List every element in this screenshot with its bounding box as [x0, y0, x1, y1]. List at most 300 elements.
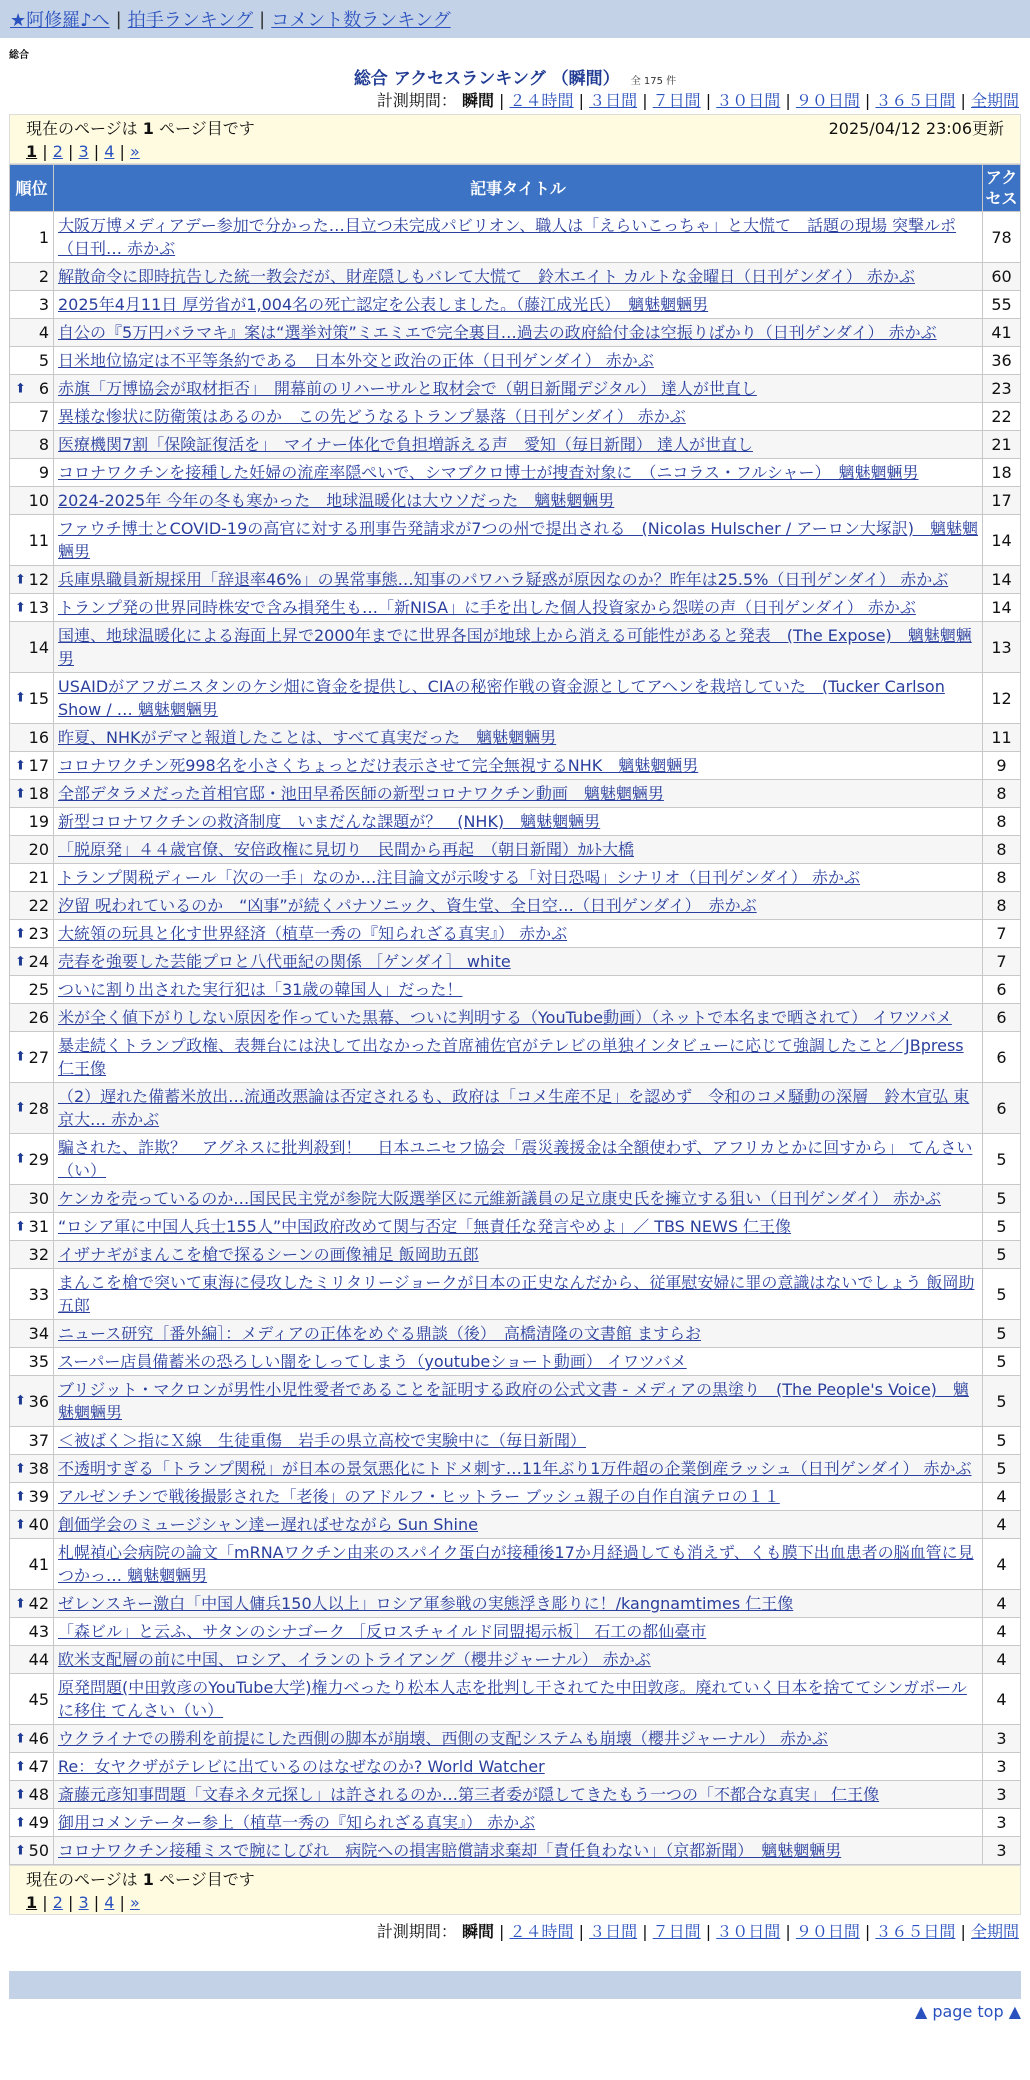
- article-link[interactable]: アルゼンチンで戦後撮影された「老後」のアドルフ・ヒットラー ブッシュ親子の自作自演テロの１１: [58, 1487, 780, 1506]
- rank-number: 6: [38, 379, 49, 398]
- article-link[interactable]: ＜被ばく＞指にＸ線 生徒重傷 岩手の県立高校で実験中に（毎日新聞）: [58, 1431, 587, 1450]
- footer-bar: [9, 1971, 1021, 1999]
- rank-cell: [10, 319, 54, 347]
- count-header: アクセス: [983, 165, 1021, 212]
- rank-number: 32: [28, 1245, 49, 1264]
- rank-cell: [10, 1539, 54, 1590]
- table-row: [10, 1590, 1021, 1618]
- article-link[interactable]: イザナギがまんこを槍で探るシーンの画像補足 飯岡助五郎: [58, 1245, 479, 1264]
- article-link[interactable]: トランプ関税ディール「次の一手」なのか…注目論文が示唆する「対日恐喝」シナリオ（日刊ゲンダイ） 赤かぶ: [58, 868, 861, 887]
- article-link[interactable]: ゼレンスキー激白「中国人傭兵150人以上」ロシア軍参戦の実態浮き彫りに！/kangnamtimes 仁王像: [58, 1594, 794, 1613]
- page-link-3[interactable]: 3: [78, 142, 89, 161]
- article-link[interactable]: 汐留 呪われているのか “凶事”が続くパナソニック、資生堂、全日空…（日刊ゲンダイ） 赤かぶ: [58, 896, 757, 915]
- rank-number: 29: [28, 1149, 49, 1169]
- access-count: 22: [983, 403, 1021, 431]
- article-link[interactable]: 兵庫県職員新規採用「辞退率46%」の異常事態…知事のパワハラ疑惑が原因なのか？昨年は25.5%（日刊ゲンダイ） 赤かぶ: [58, 570, 949, 589]
- period-90d[interactable]: ９０日間: [795, 91, 860, 110]
- title-cell: [54, 808, 983, 836]
- table-row: [10, 459, 1021, 487]
- title-cell: [54, 403, 983, 431]
- period-3d[interactable]: ３日間: [589, 91, 638, 110]
- title-cell: [54, 1320, 983, 1348]
- rank-up-arrow-icon: ⬆: [15, 381, 26, 396]
- rank-number: 30: [28, 1189, 49, 1208]
- title-cell: [54, 1032, 983, 1083]
- rank-cell: [10, 459, 54, 487]
- title-cell: [54, 780, 983, 808]
- rank-number: 43: [28, 1622, 49, 1641]
- rank-cell: [10, 808, 54, 836]
- access-count: 60: [983, 263, 1021, 291]
- access-count: 7: [983, 920, 1021, 948]
- article-link[interactable]: 新型コロナワクチンの救済制度 いまだんな課題が？ (NHK) 魑魅魍魎男: [58, 812, 601, 831]
- article-link[interactable]: トランプ発の世界同時株安で含み損発生も…「新NISA」に手を出した個人投資家から怨嗟の声（日刊ゲンダイ） 赤かぶ: [58, 598, 916, 617]
- title-cell: [54, 1427, 983, 1455]
- article-link[interactable]: 医療機関7割「保険証復活を」 マイナー体化で負担増訴える声 愛知（毎日新聞） 達人が世直し: [58, 435, 753, 454]
- access-count: 8: [983, 836, 1021, 864]
- rank-up-arrow-icon: ⬆: [15, 1049, 26, 1065]
- table-row: [10, 403, 1021, 431]
- title-cell: [54, 1725, 983, 1753]
- rank-number: 46: [28, 1729, 49, 1748]
- rank-cell: [10, 1185, 54, 1213]
- rank-number: 47: [28, 1757, 49, 1776]
- article-link[interactable]: ついに割り出された実行犯は「31歳の韓国人」だった！: [58, 980, 463, 999]
- article-link[interactable]: 自公の『5万円バラマキ』案は“選挙対策”ミエミエで完全裏目…過去の政府給付金は空振りばかり（日刊ゲンダイ） 赤かぶ: [58, 323, 937, 342]
- rank-number: 12: [28, 570, 49, 589]
- period-30d[interactable]: ３０日間: [716, 91, 781, 110]
- rank-number: 37: [28, 1431, 49, 1450]
- article-link[interactable]: まんこを槍で突いて東海に侵攻したミリタリージョークが日本の正史なんだから、従軍慰安婦に罪の意識はないでしょう 飯岡助五郎: [58, 1273, 975, 1315]
- table-row: [10, 319, 1021, 347]
- article-link[interactable]: （2）遅れた備蓄米放出…流通改悪論は否定されるも、政府は「コメ生産不足」を認めず 令和のコメ騒動の深層 鈴木宣弘 東京大… 赤かぶ: [58, 1087, 970, 1129]
- rank-cell: [10, 1455, 54, 1483]
- title-cell: [54, 1809, 983, 1837]
- article-link[interactable]: ケンカを売っているのか…国民民主党が参院大阪選挙区に元維新議員の足立康史氏を擁立する狙い（日刊ゲンダイ） 赤かぶ: [58, 1189, 942, 1208]
- table-row: [10, 1725, 1021, 1753]
- rank-number: 1: [38, 227, 49, 247]
- table-row: [10, 1269, 1021, 1320]
- title-cell: [54, 948, 983, 976]
- access-count: 5: [983, 1269, 1021, 1320]
- title-cell: [54, 622, 983, 673]
- rank-up-arrow-icon: ⬆: [15, 1759, 26, 1774]
- table-row: [10, 1241, 1021, 1269]
- page-link-1: 1: [26, 142, 38, 161]
- access-count: 5: [983, 1134, 1021, 1185]
- rank-cell: [10, 263, 54, 291]
- table-row: [10, 780, 1021, 808]
- rank-cell: [10, 1269, 54, 1320]
- table-row: [10, 566, 1021, 594]
- table-row: [10, 1809, 1021, 1837]
- table-row: [10, 1376, 1021, 1427]
- rank-number: 48: [28, 1785, 49, 1804]
- article-link[interactable]: 解散命令に即時抗告した統一教会だが、財産隠しもバレて大慌て 鈴木エイト カルトな金曜日（日刊ゲンダイ） 赤かぶ: [58, 267, 915, 286]
- rank-number: 50: [28, 1841, 49, 1860]
- access-count: 21: [983, 431, 1021, 459]
- rank-cell: [10, 403, 54, 431]
- table-row: [10, 1427, 1021, 1455]
- rank-number: 2: [38, 267, 49, 286]
- article-link[interactable]: Re：女ヤクザがテレビに出ているのはなぜなのか? World Watcher: [58, 1757, 545, 1776]
- rank-number: 25: [28, 980, 49, 999]
- table-row: [10, 212, 1021, 263]
- rank-cell: [10, 1241, 54, 1269]
- title-cell: [54, 487, 983, 515]
- rank-number: 45: [28, 1689, 49, 1709]
- table-row: [10, 375, 1021, 403]
- article-link[interactable]: USAIDがアフガニスタンのケシ畑に資金を提供し、CIAの秘密作戦の資金源としてアヘンを栽培していた (Tucker Carlson Show / … 魑魅魍魎男: [58, 677, 945, 719]
- rank-cell: [10, 1320, 54, 1348]
- rank-cell: [10, 948, 54, 976]
- period-current: 瞬間: [461, 1922, 494, 1941]
- article-link[interactable]: 赤旗「万博協会が取材拒否」 開幕前のリハーサルと取材会で（朝日新聞デジタル） 達人が世直し: [58, 379, 757, 398]
- rank-number: 28: [28, 1098, 49, 1118]
- title-cell: [54, 319, 983, 347]
- rank-number: 9: [38, 463, 49, 482]
- rank-up-arrow-icon: ⬆: [15, 1596, 26, 1611]
- rank-cell: [10, 1646, 54, 1674]
- access-count: 5: [983, 1455, 1021, 1483]
- title-cell: [54, 1348, 983, 1376]
- article-link[interactable]: 不透明すぎる「トランプ関税」が日本の景気悪化にトドメ刺す…11年ぶり1万件超の企業倒産ラッシュ（日刊ゲンダイ） 赤かぶ: [58, 1459, 972, 1478]
- rank-cell: [10, 1590, 54, 1618]
- rank-cell: [10, 1674, 54, 1725]
- access-count: 5: [983, 1241, 1021, 1269]
- rank-cell: [10, 1618, 54, 1646]
- title-cell: [54, 594, 983, 622]
- access-count: 23: [983, 375, 1021, 403]
- page-link-4[interactable]: 4: [104, 1893, 115, 1912]
- rank-cell: [10, 291, 54, 319]
- title-cell: [54, 1618, 983, 1646]
- access-count: 36: [983, 347, 1021, 375]
- period-current: 瞬間: [461, 91, 494, 110]
- table-row: [10, 1837, 1021, 1865]
- rank-number: 21: [28, 868, 49, 887]
- page-link-1: 1: [26, 1893, 38, 1912]
- table-row: [10, 1511, 1021, 1539]
- rank-up-arrow-icon: ⬆: [15, 1731, 26, 1746]
- period-all[interactable]: 全期間: [970, 1922, 1019, 1941]
- access-count: 4: [983, 1539, 1021, 1590]
- access-count: 3: [983, 1725, 1021, 1753]
- rank-cell: [10, 212, 54, 263]
- article-link[interactable]: “ロシア軍に中国人兵士155人”中国政府改めて関与否定「無責任な発言やめよ」／ TBS NEWS 仁王像: [58, 1217, 792, 1236]
- rank-cell: [10, 1213, 54, 1241]
- rank-cell: [10, 892, 54, 920]
- table-row: [10, 948, 1021, 976]
- article-link[interactable]: 札幌禎心会病院の論文「mRNAワクチン由来のスパイク蛋白が接種後17か月経過しても消えず、くも膜下出血患者の脳血管に見つかっ… 魑魅魍魎男: [58, 1543, 974, 1585]
- rank-up-arrow-icon: ⬆: [15, 690, 26, 706]
- access-count: 18: [983, 459, 1021, 487]
- article-link[interactable]: コロナワクチン接種ミスで腕にしびれ 病院への損害賠償請求棄却「責任負わない」（京都新聞） 魑魅魍魎男: [58, 1841, 842, 1860]
- title-cell: [54, 1590, 983, 1618]
- title-cell: [54, 1134, 983, 1185]
- article-link[interactable]: ブリジット・マクロンが男性小児性愛者であることを証明する政府の公式文書 - メディアの黒塗り (The People's Voice) 魑魅魍魎男: [58, 1380, 969, 1422]
- title-cell: [54, 1004, 983, 1032]
- rank-up-arrow-icon: ⬆: [15, 1489, 26, 1504]
- table-row: [10, 1213, 1021, 1241]
- period-365d[interactable]: ３６５日間: [875, 1922, 956, 1941]
- period-7d[interactable]: ７日間: [652, 91, 701, 110]
- access-count: 55: [983, 291, 1021, 319]
- page-top-link[interactable]: ▲ page top ▲: [914, 2002, 1021, 2021]
- title-cell: [54, 347, 983, 375]
- rank-cell: [10, 1134, 54, 1185]
- table-row: [10, 1646, 1021, 1674]
- article-link[interactable]: 全部デタラメだった首相官邸・池田早希医師の新型コロナワクチン動画 魑魅魍魎男: [58, 784, 664, 803]
- rank-number: 36: [28, 1391, 49, 1411]
- rank-cell: [10, 622, 54, 673]
- rank-cell: [10, 752, 54, 780]
- article-link[interactable]: 「脱原発」４４歳官僚、安倍政権に見切り 民間から再起 （朝日新聞）ｶﾙﾄ大橋: [58, 840, 635, 859]
- rank-cell: [10, 1809, 54, 1837]
- access-count: 3: [983, 1809, 1021, 1837]
- access-count: 3: [983, 1781, 1021, 1809]
- rank-number: 10: [28, 491, 49, 510]
- rank-number: 5: [38, 351, 49, 370]
- title-cell: [54, 724, 983, 752]
- access-count: 78: [983, 212, 1021, 263]
- article-link[interactable]: 日米地位協定は不平等条約である 日本外交と政治の正体（日刊ゲンダイ） 赤かぶ: [58, 351, 654, 370]
- period-3d[interactable]: ３日間: [589, 1922, 638, 1941]
- ranking-table: [9, 164, 1021, 1865]
- nav-separator: |: [115, 8, 122, 30]
- article-link[interactable]: ファウチ博士とCOVID-19の高官に対する刑事告発請求が7つの州で提出される (Nicolas Hulscher / アーロン大塚訳) 魑魅魍魎男: [58, 519, 979, 561]
- rank-up-arrow-icon: ⬆: [15, 1151, 26, 1167]
- period-30d[interactable]: ３０日間: [716, 1922, 781, 1941]
- table-row: [10, 1539, 1021, 1590]
- rank-cell: [10, 1083, 54, 1134]
- nav-separator: |: [259, 8, 266, 30]
- page-link-2[interactable]: 2: [52, 142, 63, 161]
- access-count: 14: [983, 594, 1021, 622]
- title-cell: [54, 375, 983, 403]
- access-count: 6: [983, 976, 1021, 1004]
- rank-cell: [10, 1483, 54, 1511]
- period-selector-top: 計測期間： 瞬間 | ２４時間 | ３日間 | ７日間 | ３０日間 | ９０日間 | ３６５日間 | 全期間: [376, 91, 1019, 110]
- rank-up-arrow-icon: ⬆: [15, 1100, 26, 1116]
- title-cell: [54, 566, 983, 594]
- access-count: 41: [983, 319, 1021, 347]
- comment-ranking-link[interactable]: コメント数ランキング: [271, 10, 451, 31]
- table-row: [10, 1134, 1021, 1185]
- access-count: 5: [983, 1376, 1021, 1427]
- rank-number: 18: [28, 784, 49, 803]
- period-24h[interactable]: ２４時間: [509, 91, 574, 110]
- article-link[interactable]: 米が全く値下がりしない原因を作っていた黒幕、ついに判明する（YouTube動画）（ネットで本名まで晒されて） イワツバメ: [58, 1008, 952, 1027]
- table-row: [10, 836, 1021, 864]
- rank-number: 23: [28, 924, 49, 943]
- access-count: 4: [983, 1511, 1021, 1539]
- article-link[interactable]: 異様な惨状に防衛策はあるのか この先どうなるトランプ暴落（日刊ゲンダイ） 赤かぶ: [58, 407, 686, 426]
- rank-cell: [10, 1753, 54, 1781]
- rank-cell: [10, 1376, 54, 1427]
- title-cell: [54, 1185, 983, 1213]
- rank-number: 14: [28, 637, 49, 657]
- page-top-row: [0, 2001, 1030, 2023]
- access-count: 5: [983, 1348, 1021, 1376]
- period-365d[interactable]: ３６５日間: [875, 91, 956, 110]
- article-link[interactable]: スーパー店員備蓄米の恐ろしい闇をしってしまう（youtubeショート動画） イワツバメ: [58, 1352, 687, 1371]
- table-row: [10, 1753, 1021, 1781]
- table-row: [10, 920, 1021, 948]
- article-link[interactable]: 大阪万博メディアデー参加で分かった…目立つ未完成パビリオン、職人は「えらいこっちゃ」と大慌て 話題の現場 突撃ルポ（日刊… 赤かぶ: [58, 216, 957, 258]
- rank-number: 16: [28, 728, 49, 747]
- title-cell: [54, 1455, 983, 1483]
- home-link[interactable]: ★阿修羅♪へ: [10, 10, 110, 31]
- rank-number: 34: [28, 1324, 49, 1343]
- rank-cell: [10, 920, 54, 948]
- rank-up-arrow-icon: ⬆: [15, 786, 26, 801]
- access-count: 4: [983, 1483, 1021, 1511]
- page-heading: [0, 64, 1030, 88]
- access-count: 5: [983, 1427, 1021, 1455]
- access-count: 3: [983, 1837, 1021, 1865]
- rank-up-arrow-icon: ⬆: [15, 758, 26, 773]
- rank-cell: [10, 864, 54, 892]
- pager-bottom: [9, 1865, 1021, 1915]
- rank-cell: [10, 1348, 54, 1376]
- rank-cell: [10, 1511, 54, 1539]
- page-title: 総合 アクセスランキング （瞬間）: [353, 69, 620, 89]
- rank-cell: [10, 566, 54, 594]
- access-count: 5: [983, 1320, 1021, 1348]
- access-count: 8: [983, 808, 1021, 836]
- title-header: 記事タイトル: [54, 165, 983, 212]
- article-link[interactable]: 暴走続くトランプ政権、表舞台には決して出なかった首席補佐官がテレビの単独インタビューに応じて強調したこと／JBpress 仁王像: [58, 1036, 964, 1078]
- table-row: [10, 515, 1021, 566]
- rank-up-arrow-icon: ⬆: [15, 954, 26, 969]
- rank-number: 3: [38, 295, 49, 314]
- article-link[interactable]: コロナワクチン死998名を小さくちょっとだけ表示させて完全無視するNHK 魑魅魍魎男: [58, 756, 699, 775]
- article-link[interactable]: ウクライナでの勝利を前提にした西側の脚本が崩壊、西側の支配システムも崩壊（櫻井ジャーナル） 赤かぶ: [58, 1729, 828, 1748]
- title-cell: [54, 1483, 983, 1511]
- pager-top: [9, 114, 1021, 164]
- page-link-2[interactable]: 2: [52, 1893, 63, 1912]
- access-count: 12: [983, 673, 1021, 724]
- access-count: 5: [983, 1185, 1021, 1213]
- page-next-link[interactable]: »: [129, 1893, 140, 1912]
- rank-number: 8: [38, 435, 49, 454]
- title-cell: [54, 836, 983, 864]
- access-count: 4: [983, 1618, 1021, 1646]
- access-count: 7: [983, 948, 1021, 976]
- article-link[interactable]: 「森ビル」と云ふ、サタンのシナゴーク ［反ロスチャイルド同盟掲示板］ 石工の都仙臺市: [58, 1622, 707, 1641]
- title-cell: [54, 1646, 983, 1674]
- table-row: [10, 622, 1021, 673]
- page-link-3[interactable]: 3: [78, 1893, 89, 1912]
- access-count: 14: [983, 515, 1021, 566]
- top-nav-bar: [0, 0, 1030, 38]
- table-row: [10, 1455, 1021, 1483]
- article-link[interactable]: 欧米支配層の前に中国、ロシア、イランのトライアング（櫻井ジャーナル） 赤かぶ: [58, 1650, 651, 1669]
- article-link[interactable]: 2024-2025年 今年の冬も寒かった 地球温暖化は大ウソだった 魑魅魍魎男: [58, 491, 615, 510]
- period-24h[interactable]: ２４時間: [509, 1922, 574, 1941]
- rank-cell: [10, 1725, 54, 1753]
- rank-cell: [10, 836, 54, 864]
- rank-number: 22: [28, 896, 49, 915]
- article-link[interactable]: 騙された、詐欺？ アグネスに批判殺到！ 日本ユニセフ協会「震災義援金は全額使わず、アフリカとかに回すから」 てんさい（い）: [58, 1138, 973, 1180]
- rank-header: 順位: [10, 165, 54, 212]
- title-cell: [54, 1269, 983, 1320]
- rank-cell: [10, 1032, 54, 1083]
- page-next-link[interactable]: »: [129, 142, 140, 161]
- section-tag: 総合: [9, 50, 29, 61]
- article-link[interactable]: 原発問題(中田敦彦のYouTube大学)権力べったり松本人志を批判し干されてた中田敦彦。廃れていく日本を捨ててシンガポールに移住 てんさい（い）: [58, 1678, 967, 1720]
- period-7d[interactable]: ７日間: [652, 1922, 701, 1941]
- rank-up-arrow-icon: ⬆: [15, 1219, 26, 1234]
- article-link[interactable]: コロナワクチンを接種した妊婦の流産率隠ぺいで、シマブクロ博士が捜査対象に （ニコラス・フルシャー） 魑魅魍魎男: [58, 463, 919, 482]
- total-count: 全 175 件: [630, 76, 677, 87]
- access-count: 17: [983, 487, 1021, 515]
- access-count: 4: [983, 1590, 1021, 1618]
- table-row: [10, 1781, 1021, 1809]
- title-cell: [54, 1376, 983, 1427]
- rank-number: 39: [28, 1487, 49, 1506]
- article-link[interactable]: 国連、地球温暖化による海面上昇で2000年までに世界各国が地球上から消える可能性があると発表 (The Expose) 魑魅魍魎男: [58, 626, 972, 668]
- table-row: [10, 347, 1021, 375]
- rank-up-arrow-icon: ⬆: [15, 1787, 26, 1802]
- period-all[interactable]: 全期間: [970, 91, 1019, 110]
- applause-ranking-link[interactable]: 拍手ランキング: [127, 10, 254, 31]
- article-link[interactable]: 大統領の玩具と化す世界経済（植草一秀の『知られざる真実』） 赤かぶ: [58, 924, 568, 943]
- title-cell: [54, 1213, 983, 1241]
- rank-number: 4: [38, 323, 49, 342]
- title-cell: [54, 1539, 983, 1590]
- title-cell: [54, 864, 983, 892]
- table-row: [10, 808, 1021, 836]
- title-cell: [54, 1511, 983, 1539]
- table-row: [10, 291, 1021, 319]
- period-90d[interactable]: ９０日間: [795, 1922, 860, 1941]
- access-count: 9: [983, 752, 1021, 780]
- rank-number: 19: [28, 812, 49, 831]
- title-cell: [54, 752, 983, 780]
- table-row: [10, 487, 1021, 515]
- rank-number: 41: [28, 1554, 49, 1574]
- access-count: 5: [983, 1213, 1021, 1241]
- access-count: 4: [983, 1674, 1021, 1725]
- article-link[interactable]: 2025年4月11日 厚労省が1,004名の死亡認定を公表しました。（藤江成光氏） 魑魅魍魎男: [58, 295, 709, 314]
- article-link[interactable]: ニュース研究［番外編］：メディアの正体をめぐる鼎談（後） 高橋清隆の文書館 ますらお: [58, 1324, 702, 1343]
- rank-number: 27: [28, 1047, 49, 1067]
- page-link-4[interactable]: 4: [104, 142, 115, 161]
- table-row: [10, 1185, 1021, 1213]
- rank-number: 35: [28, 1352, 49, 1371]
- article-link[interactable]: 売春を強要した芸能プロと八代亜紀の関係 ［ゲンダイ］ white: [58, 952, 511, 971]
- title-cell: [54, 431, 983, 459]
- title-cell: [54, 212, 983, 263]
- table-row: [10, 1618, 1021, 1646]
- rank-number: 7: [38, 407, 49, 426]
- rank-number: 13: [28, 598, 49, 617]
- article-link[interactable]: 御用コメンテーター参上（植草一秀の『知られざる真実』） 赤かぶ: [58, 1813, 536, 1832]
- rank-cell: [10, 347, 54, 375]
- article-link[interactable]: 昨夏、NHKがデマと報道したことは、すべて真実だった 魑魅魍魎男: [58, 728, 557, 747]
- article-link[interactable]: 創価学会のミュージシャン達ー遅ればせながら Sun Shine: [58, 1515, 478, 1534]
- rank-number: 40: [28, 1515, 49, 1534]
- access-count: 11: [983, 724, 1021, 752]
- access-count: 14: [983, 566, 1021, 594]
- article-link[interactable]: 斎藤元彦知事問題「文春ネタ元探し」は許されるのか…第三者委が隠してきたもう一つの「不都合な真実」 仁王像: [58, 1785, 880, 1804]
- access-count: 3: [983, 1753, 1021, 1781]
- title-cell: [54, 1781, 983, 1809]
- table-row: [10, 864, 1021, 892]
- access-count: 8: [983, 892, 1021, 920]
